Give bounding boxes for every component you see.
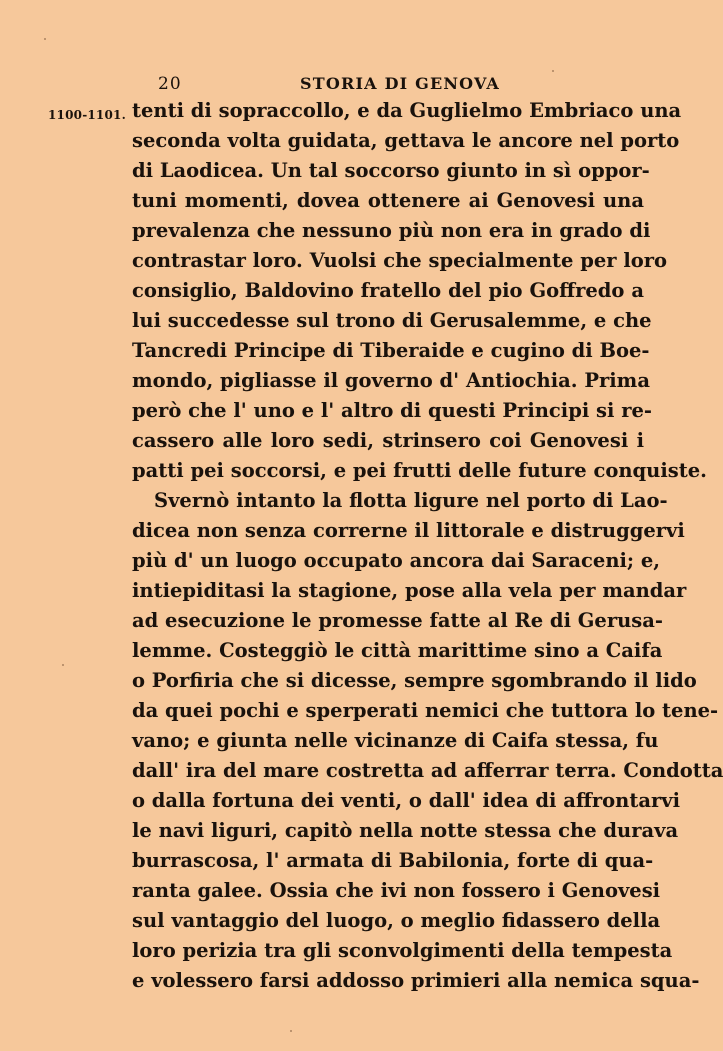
paper-speck (290, 1030, 292, 1032)
text-line: prevalenza che nessuno più non era in grado di (132, 219, 651, 242)
text-line: ranta galee. Ossia che ivi non fossero i Genovesi (132, 879, 661, 902)
text-line: contrastar loro. Vuolsi che specialmente per loro (132, 249, 668, 272)
text-line: seconda volta guidata, gettava le ancore nel porto (132, 129, 680, 152)
text-line: o Porfiria che si dicesse, sempre sgombrando il lido (132, 669, 697, 692)
text-line: loro perizia tra gli sconvolgimenti della tempesta (132, 939, 673, 962)
paper-speck (62, 664, 64, 666)
text-line: però che l' uno e l' altro di questi Principi si re- (132, 399, 652, 422)
text-line: lemme. Costeggiò le città marittime sino a Caifa (132, 639, 663, 662)
text-line: e volessero farsi addosso primieri alla nemica squa- (132, 969, 700, 992)
running-title: STORIA DI GENOVA (300, 74, 501, 93)
text-line: più d' un luogo occupato ancora dai Saraceni; e, (132, 549, 661, 572)
text-line: intiepiditasi la stagione, pose alla vela per mandar (132, 579, 687, 602)
text-line: dicea non senza correrne il littorale e distruggervi (132, 519, 685, 542)
text-line: lui succedesse sul trono di Gerusalemme, e che (132, 309, 652, 332)
text-line: le navi liguri, capitò nella notte stessa che durava (132, 819, 679, 842)
text-line: ad esecuzione le promesse fatte al Re di Gerusa- (132, 609, 663, 632)
text-line: o dalla fortuna dei venti, o dall' idea di affrontarvi (132, 789, 680, 812)
text-line: di Laodicea. Un tal soccorso giunto in sì oppor- (132, 159, 650, 182)
text-line: patti pei soccorsi, e pei frutti delle future conquiste. (132, 459, 707, 482)
text-line: burrascosa, l' armata di Babilonia, forte di qua- (132, 849, 654, 872)
text-line: Svernò intanto la flotta ligure nel porto di Lao- (154, 489, 668, 512)
paper-speck (552, 70, 554, 72)
text-line: cassero alle loro sedi, strinsero coi Genovesi i (132, 429, 644, 452)
text-line: Tancredi Principe di Tiberaide e cugino di Boe- (132, 339, 650, 362)
text-line: dall' ira del mare costretta ad afferrar terra. Condotta (132, 759, 723, 782)
text-line: vano; e giunta nelle vicinanze di Caifa stessa, fu (132, 729, 659, 752)
body-text (132, 96, 723, 996)
paper-speck (44, 38, 46, 40)
margin-date-note: 1100-1101. (48, 108, 126, 122)
text-line: consiglio, Baldovino fratello del pio Goffredo a (132, 279, 644, 302)
text-line: tuni momenti, dovea ottenere ai Genovesi una (132, 189, 644, 212)
text-line: sul vantaggio del luogo, o meglio fidassero della (132, 909, 661, 932)
text-line: mondo, pigliasse il governo d' Antiochia. Prima (132, 369, 650, 392)
text-line: da quei pochi e sperperati nemici che tuttora lo tene- (132, 699, 719, 722)
page-number: 20 (158, 74, 182, 94)
text-line: tenti di sopraccollo, e da Guglielmo Embriaco una (132, 99, 682, 122)
page-header (0, 74, 700, 98)
